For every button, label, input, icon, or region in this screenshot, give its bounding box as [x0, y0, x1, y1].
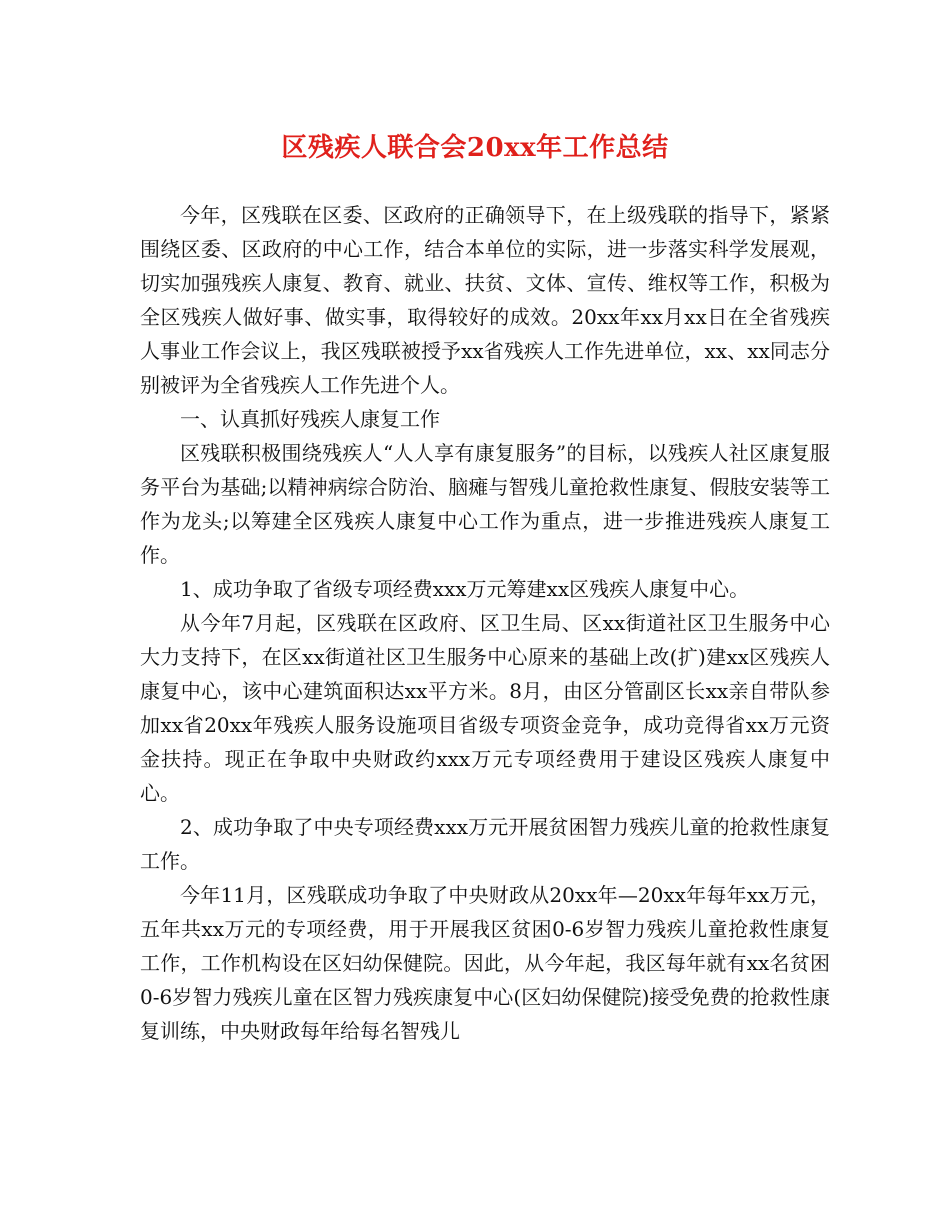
section-heading-rehabilitation: 一、认真抓好残疾人康复工作 — [180, 407, 440, 431]
paragraph-rehab-center: 从今年7月起，区残联在区政府、区卫生局、区xx街道社区卫生服务中心大力支持下，在区xx街道社区卫生服务中心原来的基础上改(扩)建xx区残疾人康复中心，该中心建筑面积达xx平方米。8月，由区分管副区长xx亲自带队参加xx省20xx年残疾人服务设施项目省级专项资金竞争，成功竞得省xx万元资金扶持。现正在争取中央财政约xxx万元专项经费用于建设区残疾人康复中心。 — [140, 611, 830, 805]
paragraph-intro: 今年，区残联在区委、区政府的正确领导下，在上级残联的指导下，紧紧围绕区委、区政府的中心工作，结合本单位的实际，进一步落实科学发展观，切实加强残疾人康复、教育、就业、扶贫、文体、宣传、维权等工作，积极为全区残疾人做好事、做实事，取得较好的成效。20xx年xx月xx日在全省残疾人事业工作会议上，我区残联被授予xx省残疾人工作先进单位，xx、xx同志分别被评为全省残疾人工作先进个人。 — [140, 203, 830, 397]
subheading-central-funding: 2、成功争取了中央专项经费xxx万元开展贫困智力残疾儿童的抢救性康复工作。 — [140, 815, 830, 873]
paragraph-rehabilitation-goal: 区残联积极围绕残疾人“人人享有康复服务”的目标，以残疾人社区康复服务平台为基础;以精神病综合防治、脑瘫与智残儿童抢救性康复、假肢安装等工作为龙头;以筹建全区残疾人康复中心工作为重点，进一步推进残疾人康复工作。 — [140, 441, 830, 567]
document-body — [140, 198, 830, 1048]
subheading-provincial-funding: 1、成功争取了省级专项经费xxx万元筹建xx区残疾人康复中心。 — [180, 577, 750, 601]
document-title: 区残疾人联合会20xx年工作总结 — [281, 133, 669, 163]
paragraph-child-rehab: 今年11月，区残联成功争取了中央财政从20xx年—20xx年每年xx万元，五年共xx万元的专项经费，用于开展我区贫困0-6岁智力残疾儿童抢救性康复工作，工作机构设在区妇幼保健院。因此，从今年起，我区每年就有xx名贫困0-6岁智力残疾儿童在区智力残疾康复中心(区妇幼保健院)接受免费的抢救性康复训练，中央财政每年给每名智残儿 — [140, 883, 830, 1043]
